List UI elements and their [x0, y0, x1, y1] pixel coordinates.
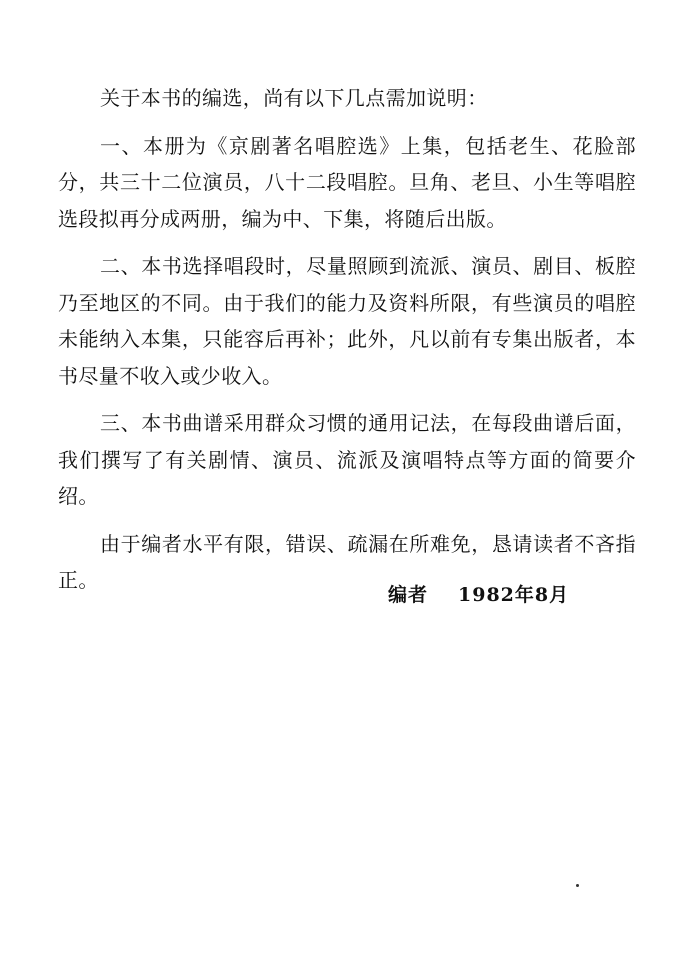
- signature-date: 1982年8月: [458, 584, 570, 606]
- scan-speck: [576, 884, 579, 887]
- closing-paragraph: 由于编者水平有限，错误、疏漏在所难免，恳请读者不吝指正。: [58, 531, 636, 592]
- signature-author: 编者: [388, 584, 429, 606]
- intro-paragraph: 关于本书的编选，尚有以下几点需加说明：: [100, 86, 488, 110]
- point-one-paragraph: 一、本册为《京剧著名唱腔选》上集，包括老生、花脸部分，共三十二位演员，八十二段唱腔。旦角、老旦、小生等唱腔选段拟再分成两册，编为中、下集，将随后出版。: [58, 133, 636, 231]
- point-two-paragraph: 二、本书选择唱段时，尽量照顾到流派、演员、剧目、板腔乃至地区的不同。由于我们的能力及资料所限，有些演员的唱腔未能纳入本集，只能容后再补；此外，凡以前有专集出版者，本书尽量不收入或少收入。: [58, 254, 636, 388]
- preface-body: [58, 80, 636, 599]
- signature-line: [388, 580, 569, 607]
- point-three-paragraph: 三、本书曲谱采用群众习惯的通用记法，在每段曲谱后面，我们撰写了有关剧情、演员、流派及演唱特点等方面的简要介绍。: [58, 411, 636, 508]
